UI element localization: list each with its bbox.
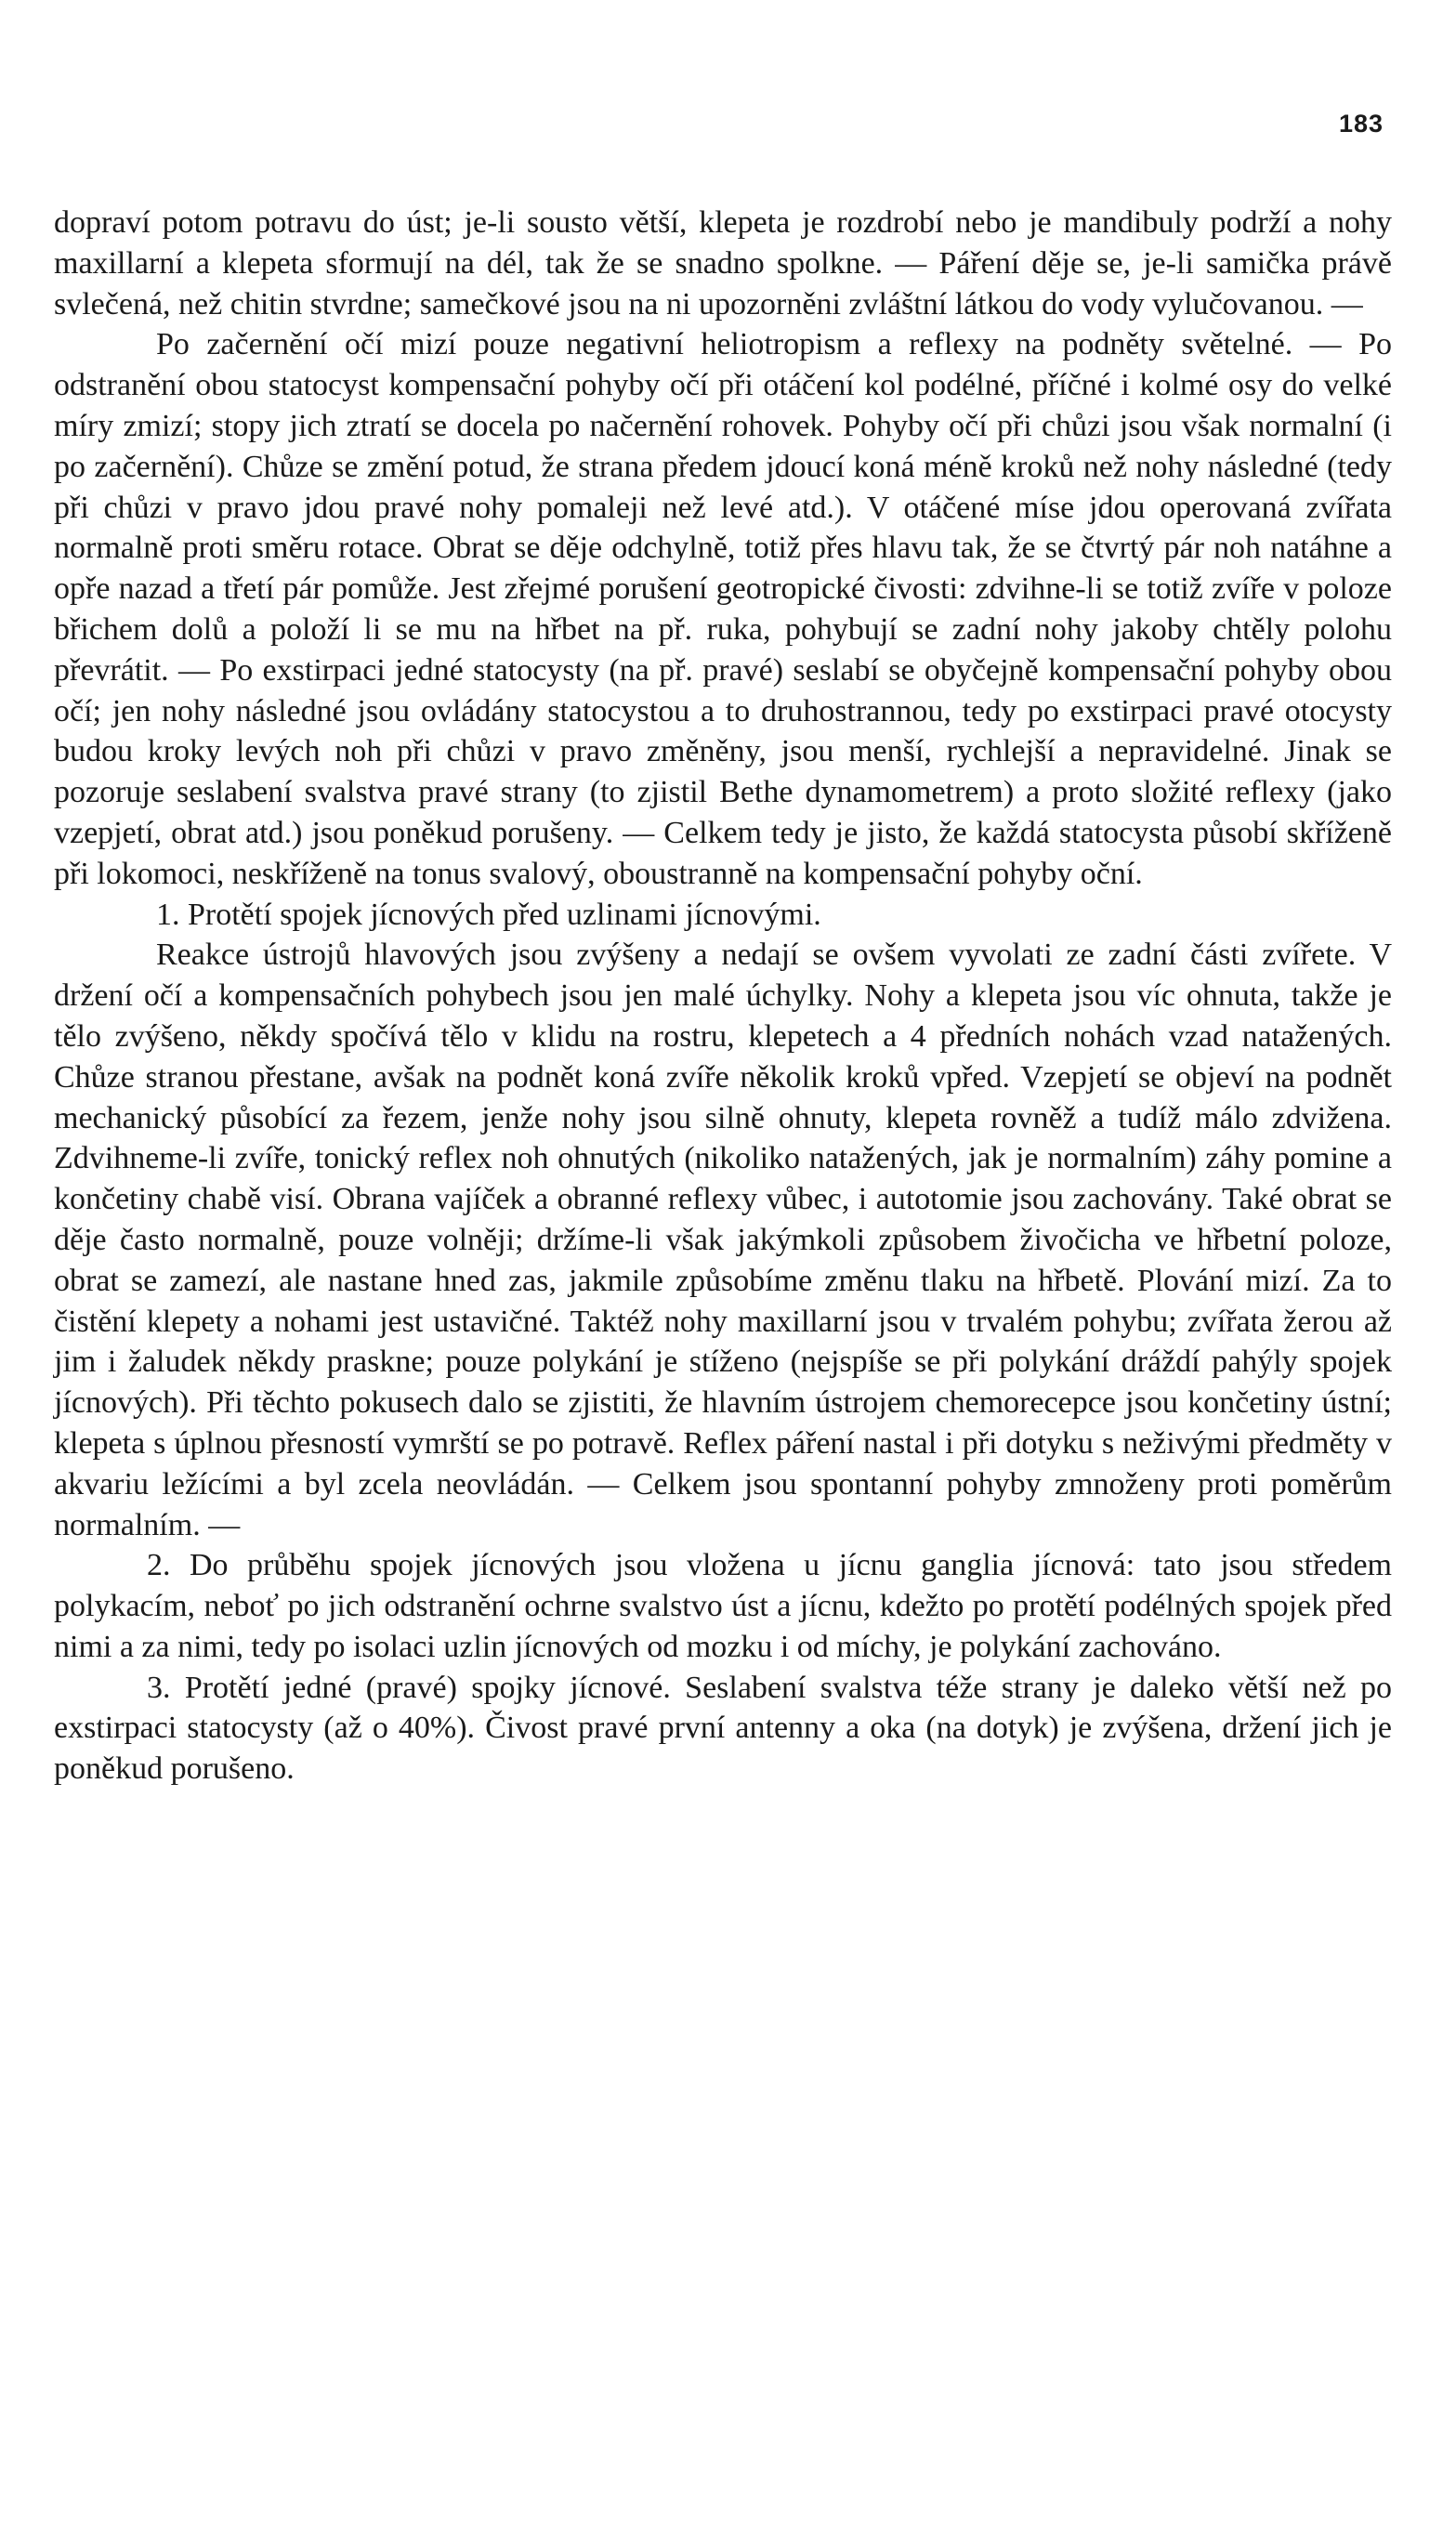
paragraph-3: Reakce ústrojů hlavových jsou zvýšeny a nedají se ovšem vyvolati ze zadní části zvířete. V držení očí a kompensačních pohybech jsou jen malé úchylky. Nohy a klepeta jsou víc ohnuta, takže je tělo zvýšeno, někdy spočívá tělo v klidu na rostru, klepetech a 4 předních nohách vzad natažených. Chůze stranou přestane, avšak na podnět koná zvíře několik kroků vpřed. Vzepjetí se objeví na podnět mechanický působící za řezem, jenže nohy jsou silně ohnuty, klepeta rovněž a tudíž málo zdvižena. Zdvihneme-li zvíře, tonický reflex noh ohnutých (nikoliko natažených, jak je normalním) záhy pomine a končetiny chabě visí. Obrana vajíček a obranné reflexy vůbec, i autotomie jsou zachovány. Také obrat se děje často normalně, pouze volněji; držíme-li však jakýmkoli způsobem živočicha ve hřbetní poloze, obrat se zamezí, ale nastane hned zas, jakmile způsobíme změnu tlaku na hřbetě. Plování mizí. Za to čistění klepety a nohami jest ustavičné. Taktéž nohy maxillarní jsou v trvalém pohybu; zvířata žerou až jim i žaludek někdy praskne; pouze polykání je stíženo (nejspíše se při polykání dráždí pahýly spojek jícnových). Při těchto pokusech dalo se zjistiti, že hlavním ústrojem chemorecepce jsou končetiny ústní; klepeta s úplnou přesností vymrští se po potravě. Reflex páření nastal i při dotyku s neživými předměty v akvariu ležícími a byl zcela neovládán. — Celkem jsou spontanní pohyby zmnoženy proti poměrům normalním. — <box>54 938 1392 1542</box>
section-heading-1: 1. Protětí spojek jícnových před uzlinami jícnovými. <box>156 897 821 932</box>
paragraph-4: 2. Do průběhu spojek jícnových jsou vložena u jícnu ganglia jícnová: tato jsou středem polykacím, neboť po jich odstranění ochrne svalstvo úst a jícnu, kdežto po protětí podélných spojek před nimi a za nimi, tedy po isolaci uzlin jícnových od mozku i od míchy, je polykání zachováno. <box>54 1548 1392 1664</box>
paragraph-1: dopraví potom potravu do úst; je-li sousto větší, klepeta je rozdrobí nebo je mandibuly podrží a nohy maxillarní a klepeta sformují na dél, tak že se snadno spolkne. — Páření děje se, je-li samička právě svlečená, než chitin stvrdne; samečkové jsou na ni upozorněni zvláštní látkou do vody vylučovanou. — <box>54 205 1392 321</box>
paragraph-5: 3. Protětí jedné (pravé) spojky jícnové. Seslabení svalstva téže strany je daleko větší než po exstirpaci statocysty (až o 40%). Čivost pravé první antenny a oka (na dotyk) je zvýšena, držení jich je poněkud porušeno. <box>54 1670 1392 1787</box>
paragraph-2: Po začernění očí mizí pouze negativní heliotropism a reflexy na podněty světelné. — Po odstranění obou statocyst kompensační pohyby očí při otáčení kol podélné, příčné i kolmé osy do velké míry zmizí; stopy jich ztratí se docela po načernění rohovek. Pohyby očí při chůzi jsou však normalní (i po začernění). Chůze se změní potud, že strana předem jdoucí koná méně kroků než nohy následné (tedy při chůzi v pravo jdou pravé nohy pomaleji než levé atd.). V otáčené míse jdou operovaná zvířata normalně proti směru rotace. Obrat se děje odchylně, totiž přes hlavu tak, že se čtvrtý pár noh natáhne a opře nazad a třetí pár pomůže. Jest zřejmé porušení geotropické čivosti: zdvihne-li se totiž zvíře v poloze břichem dolů a položí li se mu na hřbet na př. ruka, pohybují se zadní nohy jakoby chtěly polohu převrátit. — Po exstirpaci jedné statocysty (na př. pravé) seslabí se obyčejně kompensační pohyby obou očí; jen nohy následné jsou ovládány statocystou a to druhostrannou, tedy po exstirpaci pravé otocysty budou kroky levých noh při chůzi v pravo změněny, jsou menší, rychlejší a nepravidelné. Jinak se pozoruje seslabení svalstva pravé strany (to zjistil Bethe dynamometrem) a proto složité reflexy (jako vzepjetí, obrat atd.) jsou poněkud porušeny. — Celkem tedy je jisto, že každá statocysta působí skříženě při lokomoci, neskříženě na tonus svalový, oboustranně na kompensační pohyby oční. <box>54 327 1392 891</box>
page-number: 183 <box>1338 110 1384 138</box>
body-text <box>54 203 1392 1790</box>
